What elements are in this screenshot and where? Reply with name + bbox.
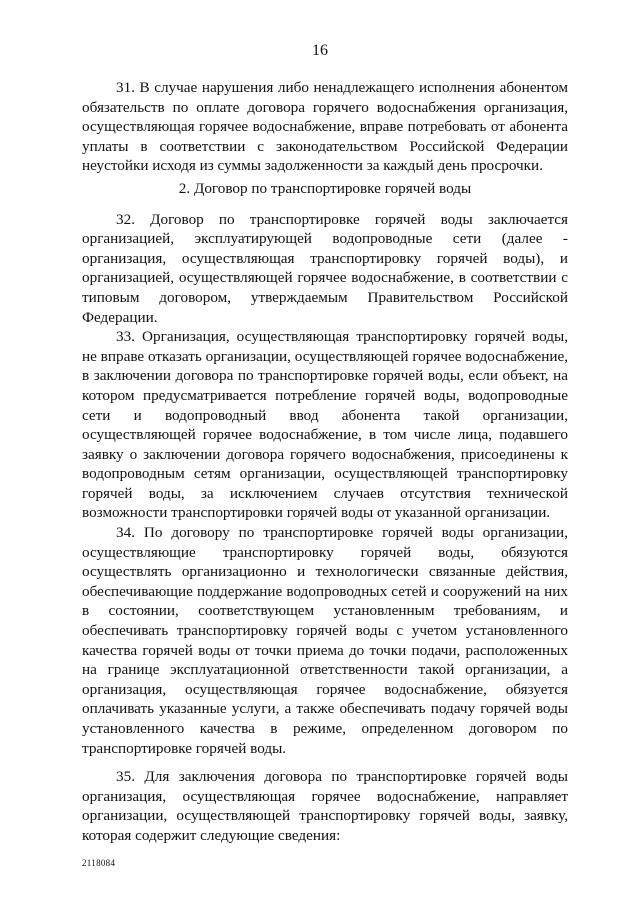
paragraph-35: 35. Для заключения договора по транспортировке горячей воды организация, осуществляющая горячее водоснабжение, направляет организации, осуществляющей транспортировку горячей воды, заявку, которая содержит следующие сведения: [82, 768, 568, 844]
paragraph-33: 33. Организация, осуществляющая транспортировку горячей воды, не вправе отказать организации, осуществляющей горячее водоснабжение, в заключении договора по транспортировке горячей воды, если объект, на котором предусматривается потребление горячей воды, водопроводные сети и водопроводный ввод абонента такой организации, осуществляющей горячее водоснабжение, в том числе лица, подавшего заявку о заключении договора горячего водоснабжения, присоединены к водопроводным сетям организации, осуществляющей транспортировку горячей воды, за исключением случаев отсутствия технической возможности транспортировки горячей воды от указанной организации. [82, 328, 568, 522]
document-code: 2118084 [82, 858, 116, 868]
page-number: 16 [312, 42, 328, 59]
paragraph-32: 32. Договор по транспортировке горячей воды заключается организацией, эксплуатирующей водопроводные сети (далее - организация, осуществляющая транспортировку горячей воды), и организацией, осуществляющей горячее водоснабжение, в соответствии с типовым договором, утверждаемым Правительством Российской Федерации. [82, 210, 568, 326]
section-heading: 2. Договор по транспортировке горячей воды [178, 179, 472, 197]
document-body [82, 78, 568, 846]
paragraph-34: 34. По договору по транспортировке горячей воды организации, осуществляющие транспортировку горячей воды, обязуются осуществлять организационно и технологически связанные действия, обеспечивающие поддержание водопроводных сетей и сооружений на них в состоянии, соответствующем установленным требованиям, и обеспечивать транспортировку горячей воды с учетом установленного качества горячей воды от точки приема до точки подачи, расположенных на границе эксплуатационной ответственности такой организации, а организация, осуществляющая горячее водоснабжение, обязуется оплачивать указанные услуги, а также обеспечивать подачу горячей воды установленного качества в режиме, определенном договором по транспортировке горячей воды. [82, 524, 568, 757]
paragraph-31: 31. В случае нарушения либо ненадлежащего исполнения абонентом обязательств по оплате договора горячего водоснабжения организация, осуществляющая горячее водоснабжение, вправе потребовать от абонента уплаты в соответствии с законодательством Российской Федерации неустойки исходя из суммы задолженности за каждый день просрочки. [82, 79, 568, 175]
